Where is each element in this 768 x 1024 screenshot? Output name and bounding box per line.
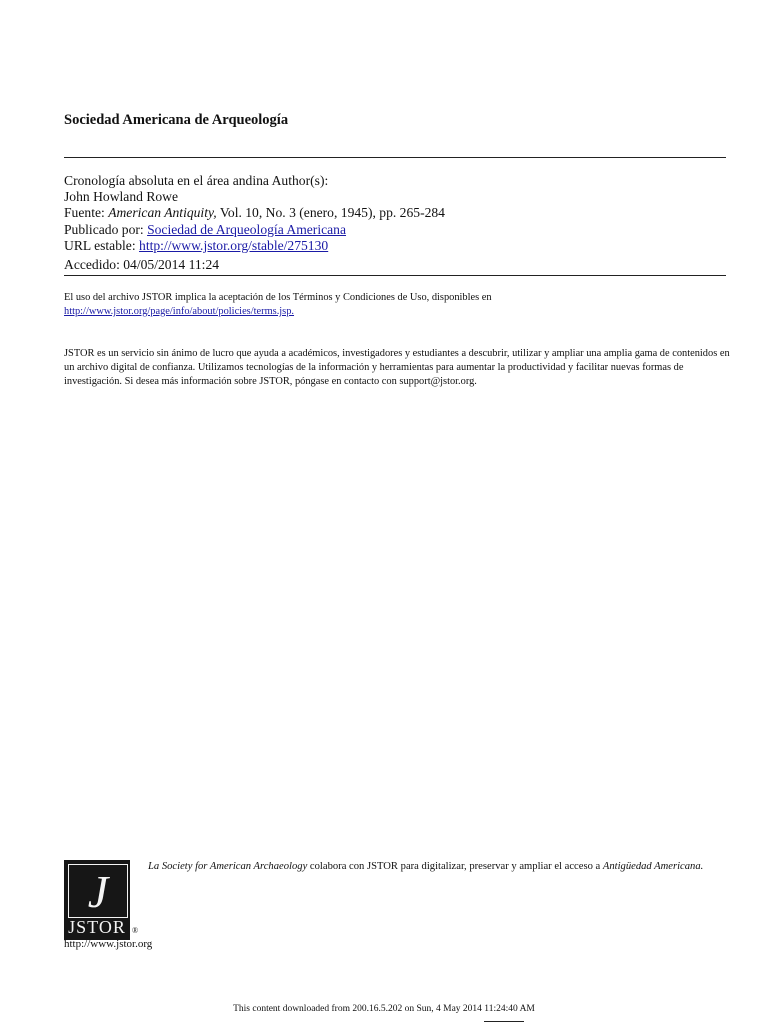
article-author: John Howland Rowe — [64, 189, 179, 205]
footer-underline — [484, 1021, 524, 1022]
url-label: URL estable: — [64, 237, 136, 253]
citation-block — [64, 173, 445, 273]
source-details: Vol. 10, No. 3 (enero, 1945), pp. 265-284 — [219, 205, 445, 221]
source-label: Fuente: — [64, 205, 105, 221]
collaboration-text: colabora con JSTOR para digitalizar, preservar y ampliar el acceso a — [307, 861, 603, 872]
stable-url-link[interactable]: http://www.jstor.org/stable/275130 — [139, 237, 329, 253]
jstor-logo-icon — [64, 860, 130, 940]
published-line — [64, 222, 445, 238]
journal-name: Antigüedad Americana. — [602, 861, 704, 872]
terms-notice — [64, 291, 734, 319]
collaboration-statement — [148, 860, 728, 874]
jstor-homepage-url: http://www.jstor.org — [64, 938, 153, 950]
publisher-heading: Sociedad Americana de Arqueología — [64, 112, 289, 128]
society-name: La Society for American Archaeology — [148, 861, 308, 872]
accessed-date: Accedido: 04/05/2014 11:24 — [64, 257, 220, 273]
download-footer: This content downloaded from 200.16.5.202 on Sun, 4 May 2014 11:24:40 AM — [233, 1004, 535, 1014]
terms-link[interactable]: http://www.jstor.org/page/info/about/policies/terms.jsp. — [64, 306, 295, 317]
top-divider — [64, 157, 726, 158]
jstor-about-text: JSTOR es un servicio sin ánimo de lucro que ayuda a académicos, investigadores y estudiantes a descubrir, utilizar y ampliar una amplia gama de contenidos en un archivo digital de confianza. Utilizamos tecnologías de la información y herramientas para aumentar la productividad y facilitar nuevas formas de investigación. Si desea más información sobre JSTOR, póngase en contacto con support@jstor.org. — [64, 348, 730, 387]
source-journal: American Antiquity, — [108, 205, 217, 221]
terms-text: El uso del archivo JSTOR implica la aceptación de los Términos y Condiciones de Uso, disponibles en — [64, 292, 492, 303]
registered-mark: ® — [132, 926, 139, 935]
publisher-link[interactable]: Sociedad de Arqueología Americana — [147, 221, 347, 237]
logo-frame — [68, 864, 128, 918]
url-line — [64, 238, 445, 254]
logo-wordmark: JSTOR — [68, 917, 126, 937]
published-label: Publicado por: — [64, 221, 144, 237]
bottom-divider — [64, 275, 726, 276]
source-line — [64, 205, 445, 221]
logo-letter: J — [87, 866, 109, 917]
article-title: Cronología absoluta en el área andina Author(s): — [64, 173, 329, 188]
